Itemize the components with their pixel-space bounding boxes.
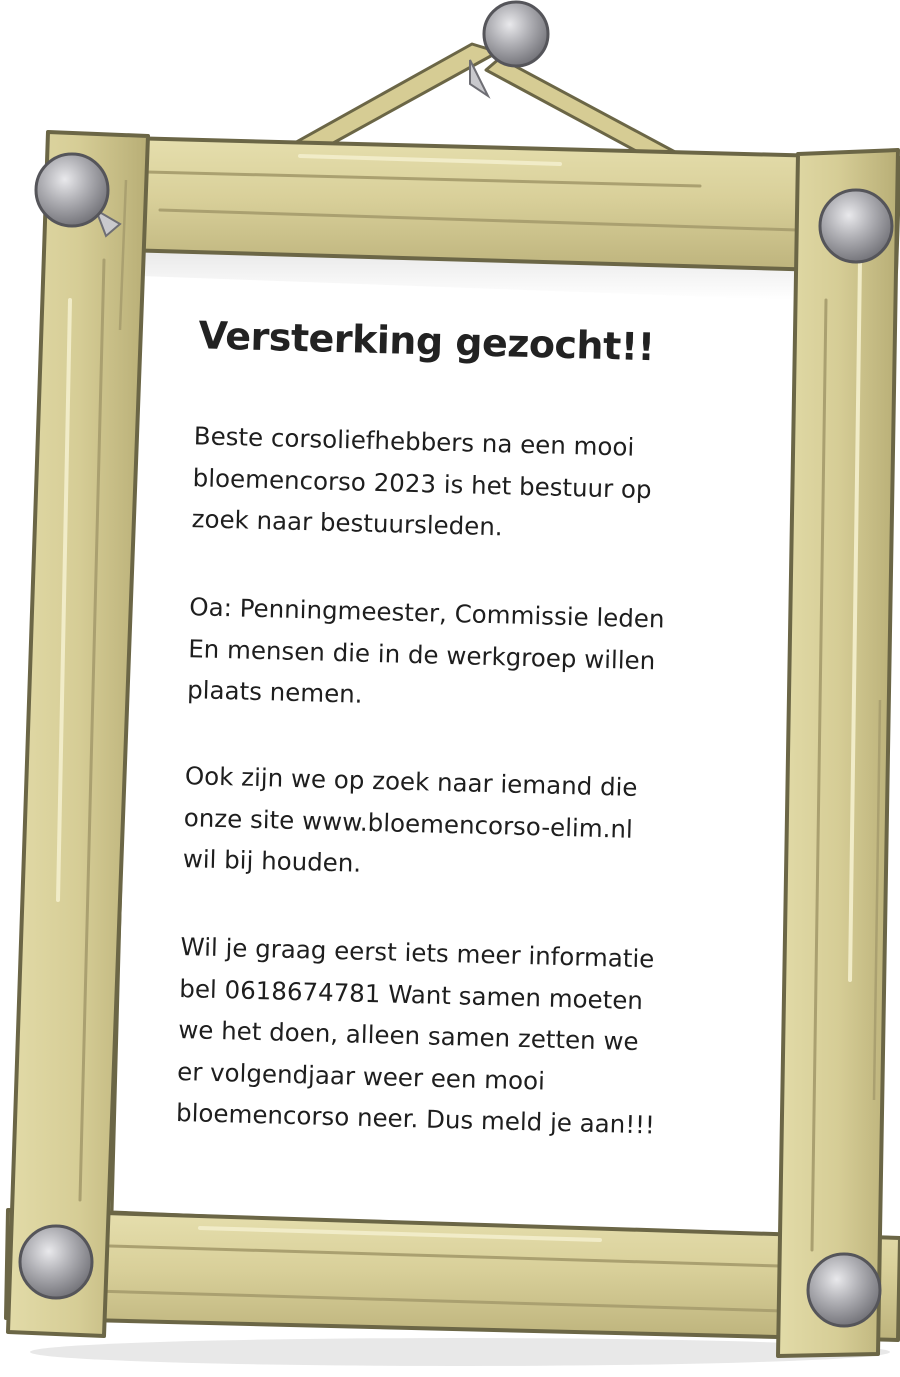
text-line: Wil je graag eerst iets meer informatie [180,932,655,974]
text-line: bloemencorso neer. Dus meld je aan!!! [175,1097,656,1140]
sign-title: Versterking gezocht!! [197,313,655,370]
text-line: zoek naar bestuursleden. [191,504,504,542]
text-line: bel 0618674781 Want samen moeten [179,973,644,1015]
text-line: we het doen, alleen samen zetten we [177,1014,639,1057]
text-line: wil bij houden. [182,844,362,878]
paragraph-contact [176,926,761,1149]
text-line: onze site www.bloemencorso-elim.nl [183,802,634,844]
nail-icon [808,1254,880,1326]
paragraph-roles [187,586,770,726]
text-line: bloemencorso 2023 is het bestuur op [192,462,652,504]
nail-icon [820,190,892,262]
text-line: Beste corsoliefhebbers na een mooi [193,421,635,462]
top-plank [48,136,900,272]
frame-shadow [30,1338,890,1366]
text-line: er volgendjaar weer een mooi [176,1056,546,1096]
text-line: En mensen die in de werkgroep willen [187,633,656,675]
text-line: Oa: Penningmeester, Commissie leden [189,592,665,634]
paragraph-website [182,755,765,895]
sign-content [139,292,762,1187]
paragraph-intro [191,415,774,555]
right-post [778,150,898,1356]
text-line: plaats nemen. [186,675,363,709]
nail-icon [20,1226,92,1298]
text-line: Ook zijn we op zoek naar iemand die [184,761,638,802]
